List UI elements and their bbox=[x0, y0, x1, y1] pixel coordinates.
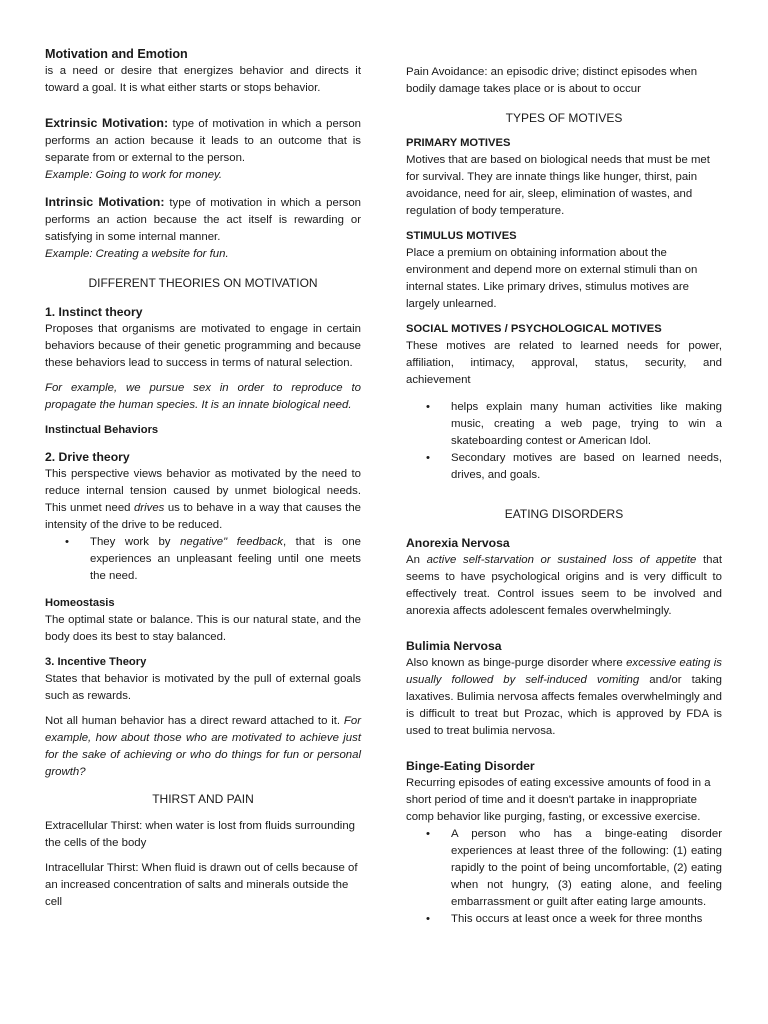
drive-text-italic: drives bbox=[133, 502, 165, 514]
homeostasis-text: The optimal state or balance. This is our natural state, and the body does its best to stay balanced. bbox=[45, 614, 361, 643]
extracellular-thirst: Extracellular Thirst: when water is lost from fluids surrounding the cells of the body bbox=[45, 820, 355, 849]
eating-disorders-heading: EATING DISORDERS bbox=[504, 507, 624, 521]
stimulus-motives-text: Place a premium on obtaining information about the environment and depend more on external stimuli than on internal states. Like primary drives, stimulus motives are largely unlearned. bbox=[406, 247, 698, 310]
anorexia-heading: Anorexia Nervosa bbox=[406, 536, 510, 550]
pain-avoidance: Pain Avoidance: an episodic drive; distinct episodes when bodily damage takes place or is about to occur bbox=[406, 66, 698, 95]
bulimia-text-b: and/or taking laxatives. Bulimia nervosa affects females overwhelmingly and is difficult to treat but Prozac, which is approved by FDA is used to treat bulimia nervosa. bbox=[406, 674, 722, 737]
drive-bullet-list bbox=[45, 534, 361, 585]
binge-eating-list bbox=[406, 826, 722, 928]
social-motives-list bbox=[406, 399, 722, 484]
list-item bbox=[406, 911, 722, 928]
list-item bbox=[406, 399, 722, 450]
motivation-definition: is a need or desire that energizes behavior and directs it toward a goal. It is what either starts or stops behavior. bbox=[45, 65, 361, 94]
social-motives-heading: SOCIAL MOTIVES / PSYCHOLOGICAL MOTIVES bbox=[406, 323, 662, 335]
bullet-icon: • bbox=[65, 536, 69, 548]
bullet-icon: • bbox=[426, 452, 430, 464]
social-bullet-2: Secondary motives are based on learned needs, drives, and goals. bbox=[451, 452, 722, 481]
types-of-motives-heading: TYPES OF MOTIVES bbox=[505, 111, 623, 125]
primary-motives-text: Motives that are based on biological needs that must be met for survival. They are innate things like hunger, thirst, pain avoidance, need for air, sleep, elimination of wastes, and regulation of body temperature. bbox=[406, 154, 710, 217]
incentive-text2-a: Not all human behavior has a direct reward attached to it. bbox=[45, 715, 344, 727]
list-item bbox=[45, 534, 361, 585]
right-column bbox=[406, 64, 722, 928]
binge-eating-text: Recurring episodes of eating excessive amounts of food in a short period of time and it doesn't partake in inappropriate comp behavior like purging, fasting, or excessive exercise. bbox=[406, 777, 711, 823]
intrinsic-paragraph bbox=[45, 194, 361, 246]
social-bullet-1: helps explain many human activities like making music, creating a web page, trying to win a skateboarding contest or American Idol. bbox=[451, 401, 722, 447]
drive-heading: 2. Drive theory bbox=[45, 450, 130, 464]
instinct-text: Proposes that organisms are motivated to engage in certain behaviors because of their genetic programming and because these behaviors lead to success in terms of natural selection. bbox=[45, 323, 361, 369]
theories-heading: DIFFERENT THEORIES ON MOTIVATION bbox=[88, 276, 318, 290]
anorexia-text bbox=[406, 552, 722, 620]
primary-motives-heading: PRIMARY MOTIVES bbox=[406, 137, 511, 149]
bullet-icon: • bbox=[426, 913, 430, 925]
incentive-text2-italic: For example, how about those who are motivated to achieve just for the sake of achieving or who do things for fun or personal growth? bbox=[45, 715, 361, 778]
drive-text bbox=[45, 466, 361, 534]
incentive-heading: 3. Incentive Theory bbox=[45, 656, 147, 668]
extrinsic-text: type of motivation in which a person performs an action because it leads to an outcome that is separate from or external to the person. bbox=[45, 118, 361, 164]
anorexia-text-a: An bbox=[406, 554, 427, 566]
list-item bbox=[406, 450, 722, 484]
drive-bullet-italic: negative" feedback bbox=[180, 536, 283, 548]
extrinsic-example: Example: Going to work for money. bbox=[45, 169, 223, 181]
stimulus-motives-heading: STIMULUS MOTIVES bbox=[406, 230, 517, 242]
instinctual-behaviors-heading: Instinctual Behaviors bbox=[45, 424, 159, 436]
drive-bullet-a: They work by bbox=[90, 536, 181, 548]
title-motivation-emotion: Motivation and Emotion bbox=[45, 47, 188, 61]
drive-text-a: This perspective views behavior as motivated by the need to reduce internal tension caused by unmet biological needs. This unmet need bbox=[45, 468, 361, 514]
extrinsic-term: Extrinsic Motivation: bbox=[45, 116, 169, 130]
anorexia-text-b: that seems to have psychological origins and is very difficult to effectively treat. Control issues seem to be involved and anorexia affects adolescent females overwhelmingly. bbox=[406, 554, 722, 617]
intracellular-thirst: Intracellular Thirst: When fluid is drawn out of cells because of an increased concentration of salts and minerals outside the cell bbox=[45, 862, 358, 908]
homeostasis-heading: Homeostasis bbox=[45, 597, 115, 609]
intrinsic-example: Example: Creating a website for fun. bbox=[45, 248, 229, 260]
intrinsic-text: type of motivation in which a person performs an action because the act itself is rewarding or satisfying in some internal manner. bbox=[45, 197, 361, 243]
anorexia-text-italic: active self-starvation or sustained loss of appetite bbox=[426, 554, 697, 566]
thirst-pain-heading: THIRST AND PAIN bbox=[152, 792, 254, 806]
list-item bbox=[406, 826, 722, 911]
instinct-heading: 1. Instinct theory bbox=[45, 305, 143, 319]
bulimia-text-italic: excessive eating is usually followed by self-induced vomiting bbox=[406, 657, 722, 686]
incentive-text: States that behavior is motivated by the pull of external goals such as rewards. bbox=[45, 673, 361, 702]
drive-text-b: us to behave in a way that causes the intensity of the drive to be reduced. bbox=[45, 502, 361, 531]
instinct-example: For example, we pursue sex in order to reproduce to propagate the human species. It is an innate biological need. bbox=[45, 382, 361, 411]
bulimia-text-a: Also known as binge-purge disorder where bbox=[406, 657, 627, 669]
bulimia-text bbox=[406, 655, 722, 740]
social-motives-text: These motives are related to learned needs for power, affiliation, intimacy, approval, status, security, and achievement bbox=[406, 340, 722, 386]
bullet-icon: • bbox=[426, 401, 430, 413]
left-column bbox=[45, 46, 361, 911]
bullet-icon: • bbox=[426, 828, 430, 840]
binge-bullet-1: A person who has a binge-eating disorder experiences at least three of the following: (1) eating rapidly to the point of being uncomfortable, (2) eating when not hungry, (3) eating alone, and feeling embarrassment or guilt after eating large amounts. bbox=[451, 828, 722, 908]
incentive-text-2 bbox=[45, 713, 361, 781]
intrinsic-term: Intrinsic Motivation: bbox=[45, 195, 165, 209]
drive-bullet-b: , that is one experiences an unpleasant feeling until one meets the need. bbox=[90, 536, 361, 582]
binge-bullet-2: This occurs at least once a week for three months bbox=[451, 913, 703, 925]
extrinsic-paragraph bbox=[45, 115, 361, 167]
bulimia-heading: Bulimia Nervosa bbox=[406, 639, 502, 653]
binge-eating-heading: Binge-Eating Disorder bbox=[406, 759, 535, 773]
